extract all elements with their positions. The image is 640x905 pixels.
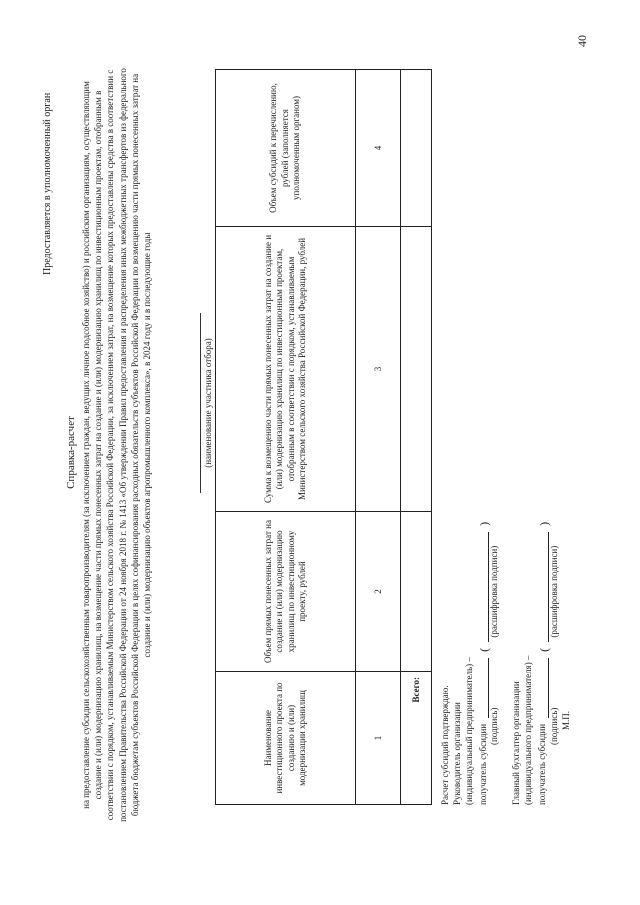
signature-block	[440, 385, 572, 805]
decoding-caption: (расшифровка подписи)	[548, 545, 559, 638]
total-cell	[401, 227, 432, 512]
accountant-captions	[549, 385, 561, 805]
bracket: (	[477, 647, 492, 652]
document-title: Справка-расчет	[65, 416, 77, 489]
head-recipient-label: получатель субсидии	[477, 723, 488, 805]
header-reimbursement-sum: Сумма к возмещению части прямых понесенных затрат на создание и (или) модернизацию хранилищ по инвестиционным проектам, отобранным в соответствии с порядком, устанавливаемым Министерством сельского хозяйства Российской Федерации, рублей	[216, 227, 356, 512]
column-number-row	[356, 70, 401, 805]
accountant-signature-slot	[537, 658, 549, 718]
header-subsidy-volume: Объем субсидий к перечислению, рублей (заполняется уполномоченным органом)	[216, 70, 356, 227]
participant-caption: (наименование участника отбора)	[203, 338, 213, 468]
calculation-table	[215, 69, 432, 805]
accountant-signature-line	[537, 385, 549, 805]
document-description: на предоставление субсидии сельскохозяйственным товаропроизводителям (за исключением граждан, ведущих личное подсобное хозяйство) и российским организациям, осуществляющим создание и (или) модернизацию хранилищ, на возмещение части прямых понесенных затрат на создание и (или) модернизацию хранилищ по инвестиционным проектам, отобранным в соответствии с порядком, устанавливаемым Министерством сельского хозяйства Российской Федерации, за исключением затрат, на возмещение которых предоставлены средства в соответствии с постановлением Правительства Российской Федерации от 24 ноября 2018 г. № 1413 «Об утверждении Правил предоставления и распределения иных межбюджетных трансфертов из федерального бюджета бюджетам субъектов Российской Федерации в целях софинансирования расходных обязательств субъектов Российской Федерации по возмещению части прямых понесенных затрат на создание и (или) модернизацию объектов агропромышленного комплекса», в 2024 году и в последующие годы	[81, 68, 153, 822]
head-signature-line	[477, 385, 492, 805]
submission-note: Предоставляется в уполномоченный орган	[42, 92, 53, 275]
stamp-label: М.П.	[560, 710, 571, 730]
column-number: 4	[356, 70, 401, 227]
column-number: 1	[356, 672, 401, 805]
total-cell	[401, 512, 432, 672]
total-label: Всего:	[401, 672, 432, 805]
accountant-decoding-slot	[537, 532, 549, 642]
bracket: )	[477, 521, 492, 526]
accountant-title-line: (индивидуального предпринимателя) –	[522, 655, 533, 805]
head-signature-slot	[477, 658, 489, 718]
participant-name-line	[200, 313, 201, 493]
total-row	[401, 70, 432, 805]
decoding-caption: (расшифровка подписи)	[489, 545, 500, 638]
bracket: )	[536, 521, 551, 526]
header-project-name: Наименование инвестиционного проекта по созданию и (или) модернизации хранилищ	[216, 672, 356, 805]
accountant-title-line: Главный бухгалтер организации	[511, 681, 522, 805]
page-number: 40	[575, 35, 589, 47]
bracket: (	[536, 647, 551, 652]
accountant-recipient-label: получатель субсидии	[536, 723, 547, 805]
confirmation-text: Расчет субсидий подтверждаю.	[440, 685, 450, 805]
total-cell	[401, 70, 432, 227]
column-number: 2	[356, 512, 401, 672]
signature-caption: (подпись)	[548, 707, 559, 745]
table-header-row	[216, 70, 356, 805]
header-costs-volume: Объем прямых понесенных затрат на создание и (или) модернизацию хранилищ по инвестиционному проекту, рублей	[216, 512, 356, 672]
signature-caption: (подпись)	[489, 707, 500, 745]
head-title-line: (индивидуальный предприниматель) –	[463, 657, 474, 805]
head-captions	[489, 385, 501, 805]
head-title-line: Руководитель организации	[451, 702, 462, 805]
column-number: 3	[356, 227, 401, 512]
head-decoding-slot	[477, 532, 489, 642]
